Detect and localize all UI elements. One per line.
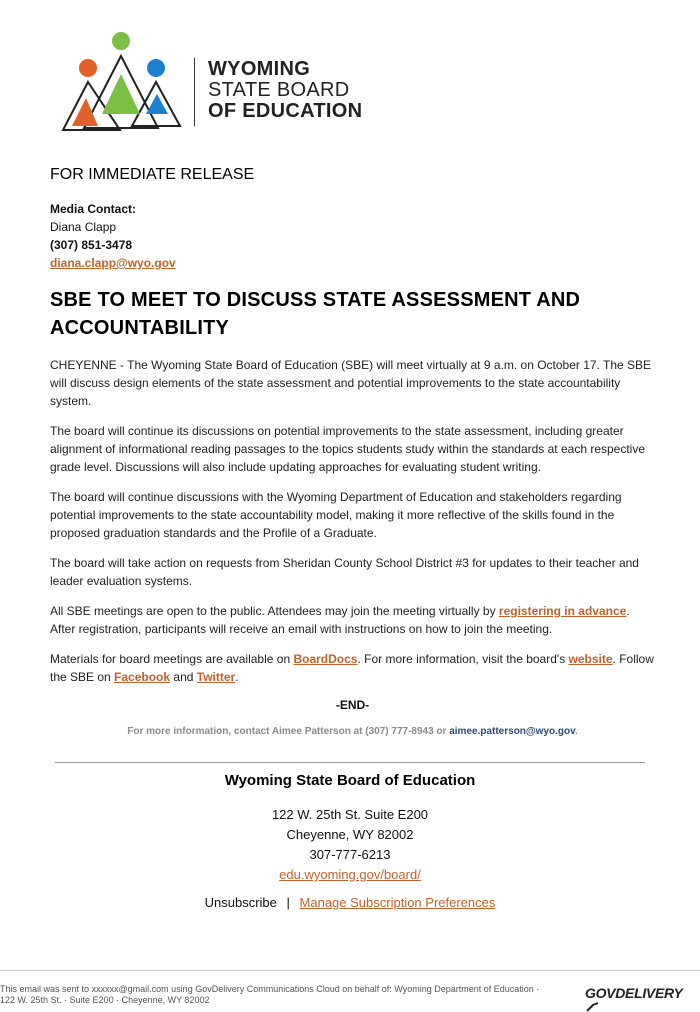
paragraph-6-text-b: . For more information, visit the board's (357, 652, 569, 666)
paragraph-2: The board will continue its discussions on potential improvements to the state assessment, including greater alignment of informational reading passages to the topics students study within the standards at each respective grade level. Discussions will also include updating approaches for evaluating student writing. (50, 424, 646, 474)
headline: SBE TO MEET TO DISCUSS STATE ASSESSMENT AND ACCOUNTABILITY (50, 289, 581, 339)
footer-website-link[interactable]: edu.wyoming.gov/board/ (279, 867, 421, 882)
logo-orange-triangle (72, 98, 98, 126)
media-contact (50, 200, 655, 272)
logo-orange-dot (79, 59, 97, 77)
logo-line-3: OF EDUCATION (208, 100, 363, 122)
paragraph-6-text-c: . Follow the SBE on (50, 652, 654, 684)
media-contact-email-link[interactable]: diana.clapp@wyo.gov (50, 256, 176, 270)
paragraph-5-text-a: All SBE meetings are open to the public. Attendees may join the meeting virtually by (50, 604, 499, 618)
more-info-text: For more information, contact Aimee Patterson at (307) 777-8943 or (127, 726, 450, 737)
delivery-note: This email was sent to xxxxxx@gmail.com using GovDelivery Communications Cloud on behalf of: Wyoming Department of Education · 122 W. 25th St. · Suite E200 · Cheyenne, WY 82002 (0, 984, 540, 1005)
logo-line-2: STATE BOARD (208, 79, 350, 101)
govdelivery-arrow-icon (586, 1001, 600, 1012)
paragraph-5-text-b: . After registration, participants will receive an email with instructions on how to join the meeting. (50, 604, 630, 636)
paragraph-4: The board will take action on requests from Sheridan County School District #3 for updates to their teacher and leader evaluation systems. (50, 556, 639, 588)
more-info-suffix: . (574, 726, 578, 737)
register-link[interactable]: registering in advance (498, 604, 627, 618)
release-label: FOR IMMEDIATE RELEASE (50, 166, 255, 183)
logo-green-dot (112, 32, 130, 50)
footer-address-2: Cheyenne, WY 82002 (286, 827, 414, 842)
paragraph-5 (50, 602, 655, 638)
footer-address-1: 122 W. 25th St. Suite E200 (271, 807, 429, 822)
paragraph-3: The board will continue discussions with the Wyoming Department of Education and stakeholders regarding potential improvements to the state accountability model, making it more reflective of the skills found in the proposed graduation standards and the Profile of a Graduate. (50, 490, 622, 540)
logo-divider (194, 58, 195, 126)
paragraph-6-text-a: Materials for board meetings are available on (50, 652, 294, 666)
more-info-line (50, 726, 655, 737)
boarddocs-link[interactable]: BoardDocs (293, 652, 358, 666)
footer-org-name: Wyoming State Board of Education (224, 772, 476, 789)
bottom-divider (0, 970, 700, 971)
paragraph-6 (50, 650, 655, 686)
logo-line-1: WYOMING (208, 58, 311, 80)
manage-subscription-link[interactable]: Manage Subscription Preferences (299, 895, 496, 910)
unsubscribe-link[interactable]: Unsubscribe (204, 895, 277, 910)
media-contact-name: Diana Clapp (50, 220, 117, 234)
more-info-email-link[interactable]: aimee.patterson@wyo.gov (449, 726, 575, 737)
footer-separator: | (286, 895, 290, 910)
press-release-content (50, 166, 655, 737)
facebook-link[interactable]: Facebook (114, 670, 171, 684)
govdelivery-logo (585, 985, 700, 1012)
paragraph-6-text-d: and (170, 670, 197, 684)
media-contact-label: Media Contact: (50, 202, 137, 216)
footer-divider (55, 762, 645, 763)
footer-phone: 307-777-6213 (309, 847, 391, 862)
paragraph-6-text-e: . (235, 670, 239, 684)
govdelivery-wordmark: GOVDELIVERY (585, 985, 683, 1001)
website-link[interactable]: website (568, 652, 613, 666)
logo-wordmark (208, 59, 362, 122)
footer-subscription-links (0, 895, 700, 910)
media-contact-phone: (307) 851-3478 (50, 238, 133, 252)
logo-blue-dot (147, 59, 165, 77)
end-marker: -END- (335, 698, 370, 712)
footer (0, 772, 700, 910)
twitter-link[interactable]: Twitter (196, 670, 236, 684)
sbe-logo-mark (60, 30, 200, 140)
paragraph-1: CHEYENNE - The Wyoming State Board of Education (SBE) will meet virtually at 9 a.m. on October 17. The SBE will discuss design elements of the state assessment and potential improvements to the state accountability system. (50, 358, 652, 408)
